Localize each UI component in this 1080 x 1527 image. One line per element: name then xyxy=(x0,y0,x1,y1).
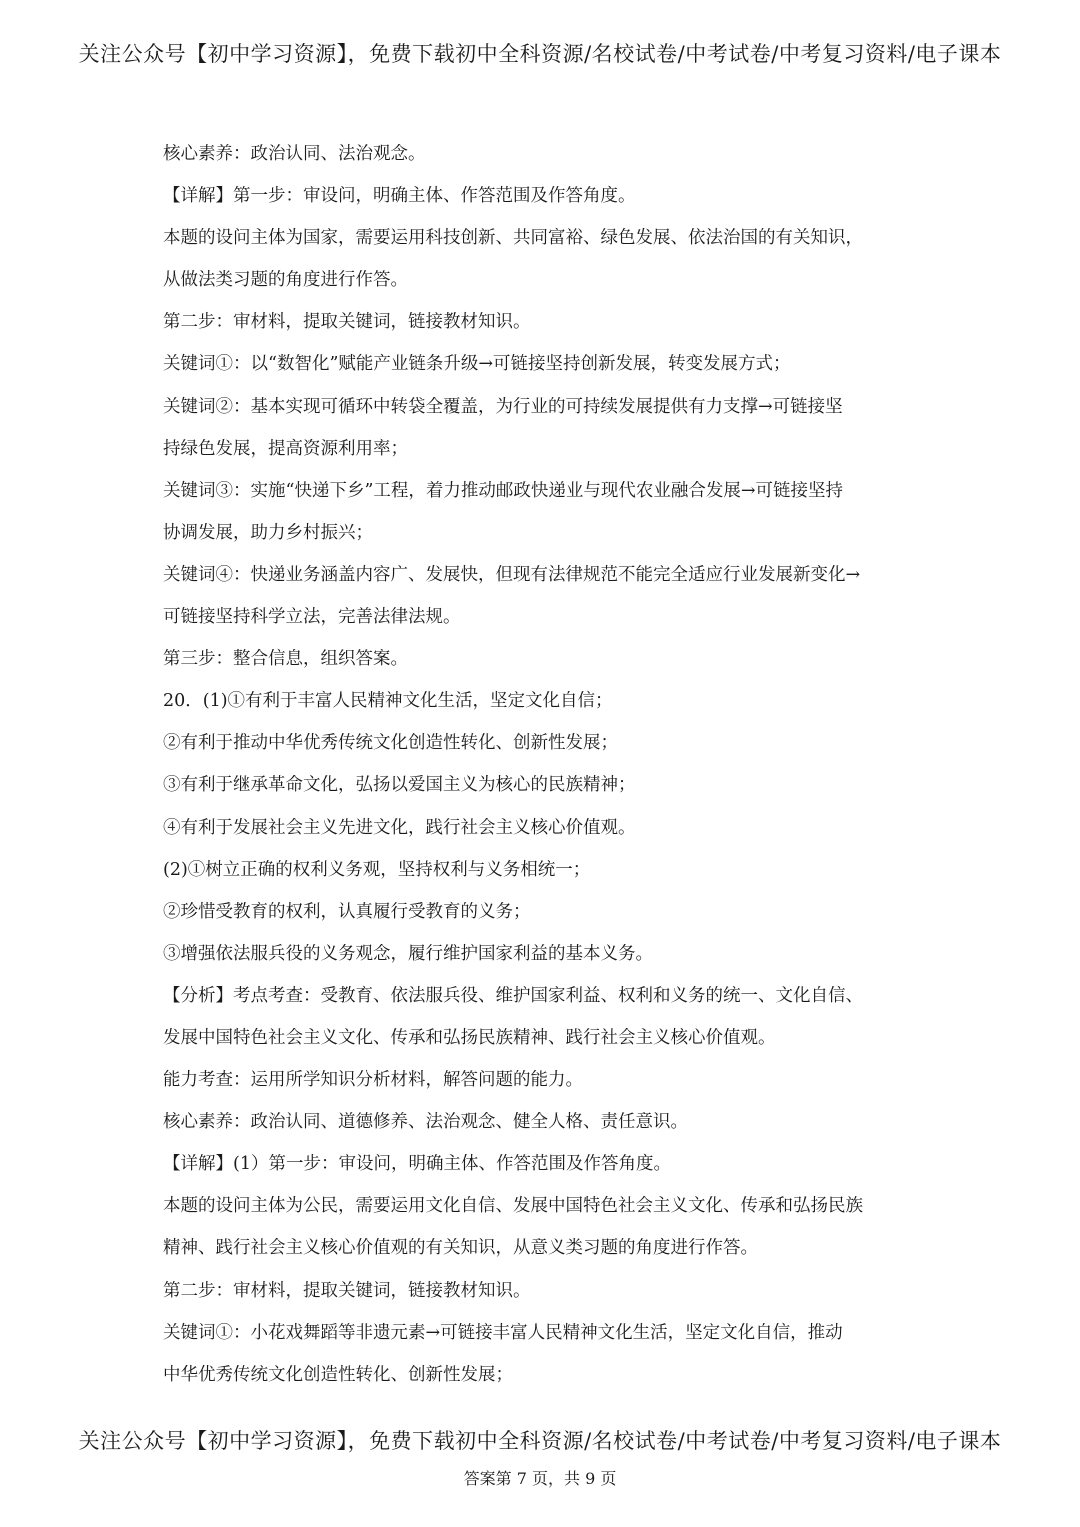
text-line: ②有利于推动中华优秀传统文化创造性转化、创新性发展； xyxy=(163,733,618,754)
text-line: 核心素养：政治认同、法治观念。 xyxy=(163,144,426,164)
text-line: 关键词③：实施“快递下乡”工程，着力推动邮政快递业与现代农业融合发展→可链接坚持 xyxy=(163,480,844,501)
text-line: 从做法类习题的角度进行作答。 xyxy=(163,270,408,291)
text-line: 发展中国特色社会主义文化、传承和弘扬民族精神、践行社会主义核心价值观。 xyxy=(163,1027,776,1048)
text-line: 20．(1)①有利于丰富人民精神文化生活，坚定文化自信； xyxy=(163,691,613,712)
text-line: 本题的设问主体为公民，需要运用文化自信、发展中国特色社会主义文化、传承和弘扬民族 xyxy=(163,1196,863,1217)
text-line: 第二步：审材料，提取关键词，链接教材知识。 xyxy=(163,312,531,333)
text-line: ③有利于继承革命文化，弘扬以爱国主义为核心的民族精神； xyxy=(163,775,636,796)
answer-body xyxy=(163,140,963,1403)
text-line: 【详解】第一步：审设问，明确主体、作答范围及作答角度。 xyxy=(163,186,636,207)
text-line: 中华优秀传统文化创造性转化、创新性发展； xyxy=(163,1364,513,1385)
footer-banner: 关注公众号【初中学习资源】，免费下载初中全科资源/名校试卷/中考试卷/中考复习资料/电子课本 xyxy=(78,1429,1002,1453)
text-line: 本题的设问主体为国家，需要运用科技创新、共同富裕、绿色发展、依法治国的有关知识， xyxy=(163,228,863,249)
text-line: ②珍惜受教育的权利，认真履行受教育的义务； xyxy=(163,901,531,922)
text-line: ④有利于发展社会主义先进文化，践行社会主义核心价值观。 xyxy=(163,817,636,838)
text-line: 可链接坚持科学立法，完善法律法规。 xyxy=(163,607,461,628)
text-line: 【分析】考点考查：受教育、依法服兵役、维护国家利益、权利和义务的统一、文化自信、 xyxy=(163,985,863,1006)
page-number: 答案第 7 页，共 9 页 xyxy=(463,1469,617,1488)
text-line: 关键词①：小花戏舞蹈等非遗元素→可链接丰富人民精神文化生活，坚定文化自信，推动 xyxy=(163,1322,843,1343)
text-line: 关键词②：基本实现可循环中转袋全覆盖，为行业的可持续发展提供有力支撑→可链接坚 xyxy=(163,396,843,417)
text-line: 协调发展，助力乡村振兴； xyxy=(163,522,373,543)
text-line: 第二步：审材料，提取关键词，链接教材知识。 xyxy=(163,1280,531,1301)
text-line: 能力考查：运用所学知识分析材料，解答问题的能力。 xyxy=(163,1070,583,1091)
text-line: ③增强依法服兵役的义务观念，履行维护国家利益的基本义务。 xyxy=(163,943,653,964)
text-line: 第三步：整合信息，组织答案。 xyxy=(163,649,408,670)
text-line: 【详解】(1）第一步：审设问，明确主体、作答范围及作答角度。 xyxy=(163,1154,671,1175)
text-line: 关键词④：快递业务涵盖内容广、发展快，但现有法律规范不能完全适应行业发展新变化→ xyxy=(163,564,861,585)
header-banner: 关注公众号【初中学习资源】，免费下载初中全科资源/名校试卷/中考试卷/中考复习资料/电子课本 xyxy=(78,42,1002,66)
text-line: 关键词①：以“数智化”赋能产业链条升级→可链接坚持创新发展，转变发展方式； xyxy=(163,354,791,375)
text-line: (2)①树立正确的权利义务观，坚持权利与义务相统一； xyxy=(163,859,591,880)
text-line: 持绿色发展，提高资源利用率； xyxy=(163,438,408,459)
text-line: 核心素养：政治认同、道德修养、法治观念、健全人格、责任意识。 xyxy=(163,1112,688,1133)
text-line: 精神、践行社会主义核心价值观的有关知识，从意义类习题的角度进行作答。 xyxy=(163,1238,758,1259)
